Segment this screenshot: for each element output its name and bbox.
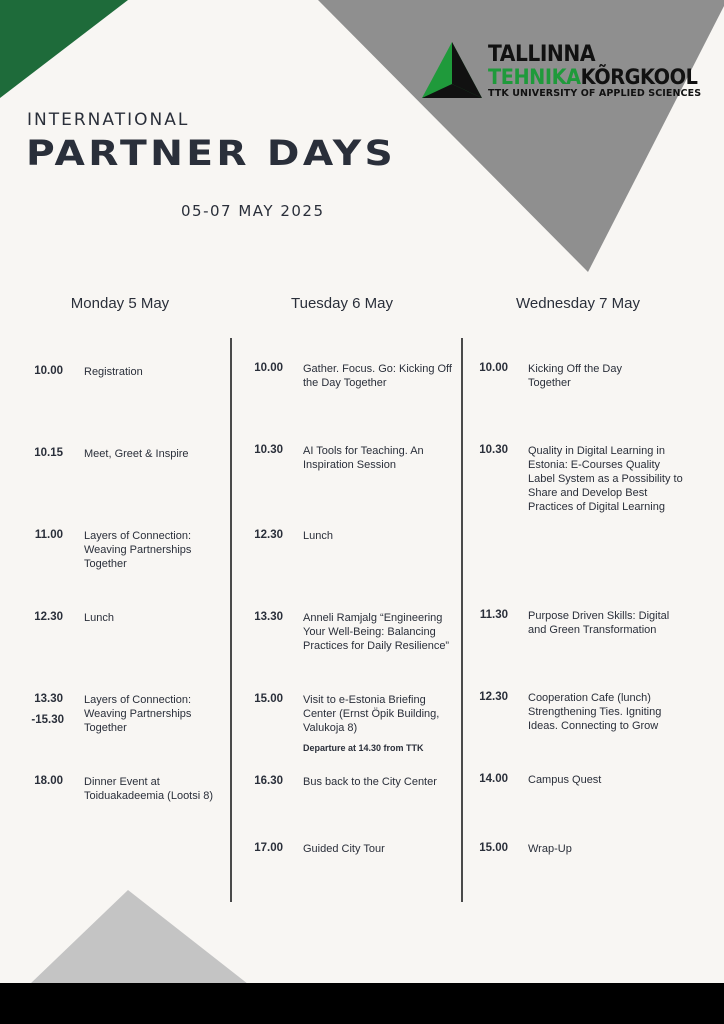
logo-line-2: TEHNIKAKÕRGKOOL [488, 65, 698, 89]
subtitle: INTERNATIONAL [27, 110, 190, 130]
event-time: 15.00 [479, 842, 508, 854]
event-description: Cooperation Cafe (lunch) Strengthening Ties. Igniting Ideas. Connecting to Grow [528, 692, 662, 732]
event-time: 11.00 [34, 529, 63, 541]
event-time: 11.30 [479, 609, 508, 621]
event-description: Purpose Driven Skills: Digital and Green Transformation [528, 610, 670, 636]
event-time: 10.15 [34, 447, 63, 459]
event-time: 12.30 [34, 611, 63, 623]
event-description: Guided City Tour [303, 843, 385, 855]
event-dates: 05-07 MAY 2025 [181, 202, 325, 220]
event-time: 18.00 [34, 775, 63, 787]
event-time: 17.00 [254, 842, 283, 854]
logo-triangle-icon [420, 40, 484, 102]
event-description: Visit to e-Estonia Briefing Center (Ernst Öpik Building, Valukoja 8) [303, 694, 440, 734]
event-time: 12.30 [254, 529, 283, 541]
event-description: Layers of Connection: Weaving Partnerships Together [84, 694, 192, 734]
event-time: 14.00 [479, 773, 508, 785]
departure-note: Departure at 14.30 from TTK [303, 743, 424, 753]
column-divider [230, 338, 232, 902]
event-time: 16.30 [254, 775, 283, 787]
day-heading-monday: Monday 5 May [70, 295, 170, 312]
event-time: 10.00 [34, 365, 63, 377]
event-description: AI Tools for Teaching. An Inspiration Session [303, 445, 424, 471]
event-description: Dinner Event at Toiduakadeemia (Lootsi 8) [84, 776, 214, 802]
day-heading-tuesday: Tuesday 6 May [291, 295, 393, 312]
green-corner-triangle [0, 0, 130, 100]
event-time: 10.30 [479, 444, 508, 456]
ttk-logo [420, 40, 715, 102]
event-description: Layers of Connection: Weaving Partnerships Together [84, 530, 192, 570]
event-time: 13.30 [254, 611, 283, 623]
logo-line-3: TTK UNIVERSITY OF APPLIED SCIENCES [488, 88, 702, 99]
event-time: 10.00 [254, 362, 283, 374]
bottom-black-bar [0, 983, 724, 1024]
event-description: Quality in Digital Learning in Estonia: E-Courses Quality Label System as a Possibility to Share and Develop Best Practices of Digital Learning [528, 445, 683, 513]
day-heading-wednesday: Wednesday 7 May [516, 295, 640, 312]
event-description: Wrap-Up [528, 843, 572, 855]
event-time: 13.30 [34, 693, 63, 705]
event-description: Lunch [303, 530, 333, 542]
event-description: Gather. Focus. Go: Kicking Off the Day Together [303, 363, 452, 389]
event-description: Bus back to the City Center [303, 776, 437, 788]
event-time: 10.00 [479, 362, 508, 374]
event-description: Kicking Off the Day Together [528, 363, 622, 389]
event-time: 15.00 [254, 693, 283, 705]
logo-line-1: TALLINNA [488, 42, 596, 67]
column-divider [461, 338, 463, 902]
event-description: Anneli Ramjalg “Engineering Your Well-Being: Balancing Practices for Daily Resilience” [303, 612, 450, 652]
event-description: Campus Quest [528, 774, 602, 786]
event-description: Lunch [84, 612, 114, 624]
event-description: Registration [84, 366, 143, 378]
event-end-time: -15.30 [31, 714, 64, 726]
page-title: PARTNER DAYS [26, 134, 397, 174]
event-description: Meet, Greet & Inspire [84, 448, 189, 460]
bottom-gray-triangle [30, 890, 250, 985]
event-time: 10.30 [254, 444, 283, 456]
event-time: 12.30 [479, 691, 508, 703]
